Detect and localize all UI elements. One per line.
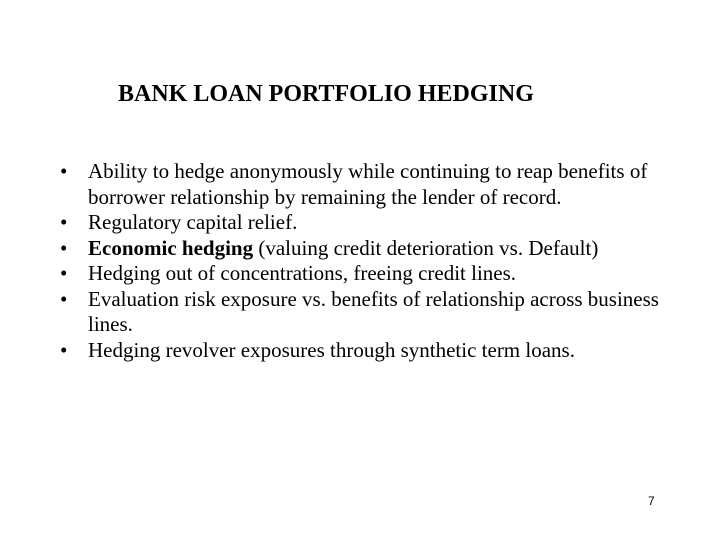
bullet-item-6 bbox=[60, 338, 685, 364]
bullet-dot-icon: • bbox=[60, 261, 68, 285]
bullet-list bbox=[60, 159, 685, 363]
slide-title: BANK LOAN PORTFOLIO HEDGING bbox=[118, 81, 534, 107]
bullet-dot-icon: • bbox=[60, 210, 68, 234]
bullet-item-4 bbox=[60, 261, 685, 287]
bullet-item-5 bbox=[60, 287, 685, 338]
page-number: 7 bbox=[648, 494, 655, 508]
bullet-dot-icon: • bbox=[60, 159, 68, 183]
bullet-item-1 bbox=[60, 159, 685, 210]
bullet-text: Hedging out of concentrations, freeing credit lines. bbox=[88, 261, 517, 285]
bullet-dot-icon: • bbox=[60, 286, 68, 311]
bullet-text: (valuing credit deterioration vs. Default) bbox=[253, 235, 599, 260]
bullet-item-3 bbox=[60, 236, 685, 262]
bullet-bold-lead: Economic hedging bbox=[88, 235, 254, 260]
bullet-text: Regulatory capital relief. bbox=[88, 210, 298, 234]
bullet-item-2 bbox=[60, 210, 685, 236]
bullet-text: Hedging revolver exposures through synthetic term loans. bbox=[88, 337, 575, 362]
bullet-dot-icon: • bbox=[60, 337, 68, 362]
bullet-text: Evaluation risk exposure vs. benefits of relationship across business lines. bbox=[88, 286, 659, 336]
bullet-dot-icon: • bbox=[60, 235, 68, 260]
bullet-text: Ability to hedge anonymously while continuing to reap benefits of borrower relationship by remaining the lender of record. bbox=[88, 159, 648, 209]
